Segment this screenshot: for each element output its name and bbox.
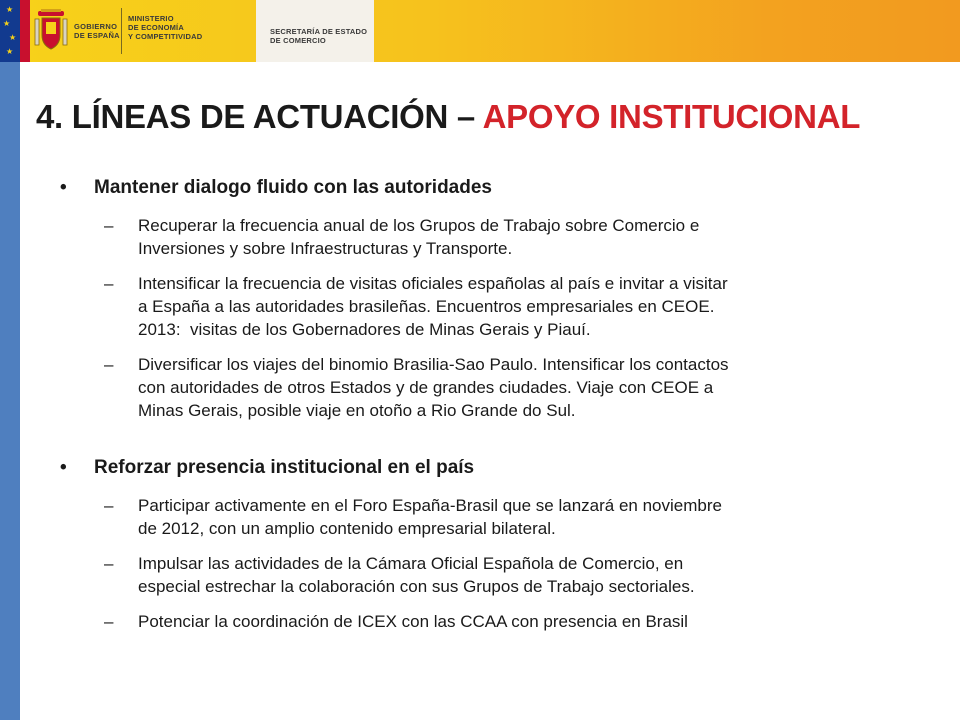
section-gap xyxy=(60,422,910,456)
ministerio-line-3: Y COMPETITIVIDAD xyxy=(128,32,203,41)
eu-flag-icon: ★ ★ ★ ★ xyxy=(0,0,20,62)
item-line: a España a las autoridades brasileñas. Encuentros empresariales en CEOE. xyxy=(138,297,715,316)
title-accent: APOYO INSTITUCIONAL xyxy=(482,98,861,135)
page-title xyxy=(36,98,860,136)
flag-stripe xyxy=(20,0,30,62)
list-item xyxy=(60,272,910,341)
sidebar-bar xyxy=(0,62,20,720)
item-line: Potenciar la coordinación de ICEX con las CCAA con presencia en Brasil xyxy=(138,612,688,631)
item-line: especial estrechar la colaboración con sus Grupos de Trabajo sectoriales. xyxy=(138,577,695,596)
gobierno-line-1: GOBIERNO xyxy=(74,22,118,31)
ministerio-line-2: DE ECONOMÍA xyxy=(128,23,184,32)
dash-marker: – xyxy=(104,216,114,235)
ministerio-text xyxy=(128,14,202,41)
section-heading-text: Mantener dialogo fluido con las autoridades xyxy=(94,177,492,198)
dash-marker: – xyxy=(104,554,114,573)
item-line: Participar activamente en el Foro España-Brasil que se lanzará en noviembre xyxy=(138,496,722,515)
list-item xyxy=(60,610,910,633)
item-line: 2013: visitas de los Gobernadores de Minas Gerais y Piauí. xyxy=(138,320,591,339)
list-item xyxy=(60,353,910,422)
ministerio-line-1: MINISTERIO xyxy=(128,14,174,23)
item-line: Recuperar la frecuencia anual de los Grupos de Trabajo sobre Comercio e xyxy=(138,216,700,235)
item-line: Diversificar los viajes del binomio Brasilia-Sao Paulo. Intensificar los contactos xyxy=(138,355,729,374)
secretaria-line-2: DE COMERCIO xyxy=(270,36,326,45)
secretaria-text xyxy=(270,27,367,45)
gobierno-line-2: DE ESPAÑA xyxy=(74,31,120,40)
header-divider xyxy=(121,8,122,54)
item-line: Inversiones y sobre Infraestructuras y Transporte. xyxy=(138,239,513,258)
list-item xyxy=(60,214,910,260)
item-line: de 2012, con un amplio contenido empresarial bilateral. xyxy=(138,519,556,538)
secretaria-line-1: SECRETARÍA DE ESTADO xyxy=(270,27,368,36)
dash-marker: – xyxy=(104,496,114,515)
gobierno-text xyxy=(74,22,120,40)
item-line: con autoridades de otros Estados y de grandes ciudades. Viaje con CEOE a xyxy=(138,378,714,397)
coat-of-arms-icon xyxy=(34,9,68,53)
dash-marker: – xyxy=(104,274,114,293)
title-prefix: 4. LÍNEAS DE ACTUACIÓN – xyxy=(36,98,483,135)
gobierno-logo xyxy=(30,0,122,62)
dash-marker: – xyxy=(104,612,114,631)
list-item xyxy=(60,552,910,598)
item-line: Impulsar las actividades de la Cámara Oficial Española de Comercio, en xyxy=(138,554,684,573)
content-body xyxy=(60,176,910,633)
header-band xyxy=(0,0,960,62)
section-heading xyxy=(60,456,910,480)
dash-marker: – xyxy=(104,355,114,374)
section-heading-text: Reforzar presencia institucional en el país xyxy=(94,457,475,478)
item-line: Intensificar la frecuencia de visitas oficiales españolas al país e invitar a visitar xyxy=(138,274,728,293)
item-line: Minas Gerais, posible viaje en otoño a Rio Grande do Sul. xyxy=(138,401,576,420)
section-heading xyxy=(60,176,910,200)
list-item xyxy=(60,494,910,540)
